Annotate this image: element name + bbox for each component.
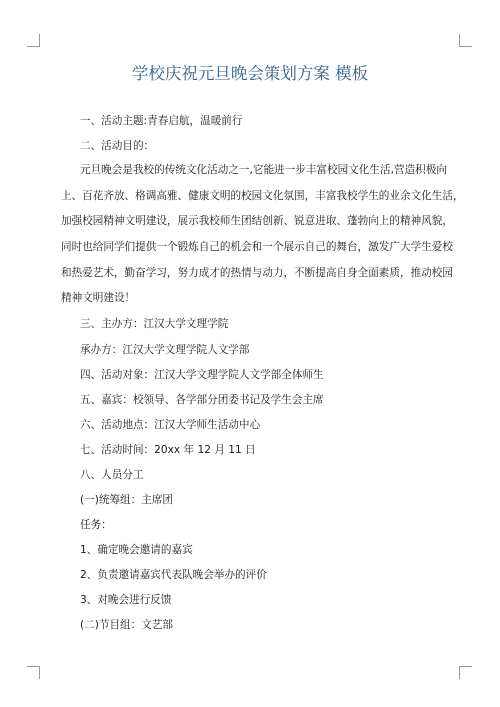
section-purpose-heading: 二、活动目的： xyxy=(80,140,155,152)
purpose-paragraph xyxy=(61,158,464,312)
tasks-label: 任务： xyxy=(80,519,112,531)
section-venue: 六、活动地点：江汉大学师生活动中心 xyxy=(80,419,261,431)
crop-mark-top-right xyxy=(459,34,472,47)
document-title: 学校庆祝元旦晚会策划方案 模板 xyxy=(131,64,369,83)
paragraph-line: 元旦晚会是我校的传统文化活动之一,它能进一步丰富校园文化生活,营造积极向 xyxy=(80,164,447,176)
paragraph-line: 同时也给同学们提供一个锻炼自己的机会和一个展示自己的舞台，激发广大学生爱校 xyxy=(61,241,453,254)
paragraph-line: 精神文明建设！ xyxy=(61,292,136,305)
crop-mark-bottom-right xyxy=(459,666,472,679)
section-co-organizer: 承办方：江汉大学文理学院人文学部 xyxy=(80,344,250,356)
task-item: 1、确定晚会邀请的嘉宾 xyxy=(80,544,193,556)
crop-mark-bottom-left xyxy=(27,666,40,679)
subsection-program: (二)节目组：文艺部 xyxy=(80,619,174,631)
section-staffing-heading: 八、人员分工 xyxy=(80,469,144,481)
paragraph-line: 加强校园精神文明建设，展示我校师生团结创新、锐意进取、蓬勃向上的精神风貌， xyxy=(61,215,453,228)
paragraph-line: 和热爱艺术，勤奋学习，努力成才的热情与动力，不断提高自身全面素质，推动校园 xyxy=(61,266,453,279)
section-time: 七、活动时间：20xx 年 12 月 11 日 xyxy=(80,444,256,456)
section-audience: 四、活动对象：江汉大学文理学院人文学部全体师生 xyxy=(80,369,324,381)
paragraph-line: 上、百花齐放、格调高雅、健康文明的校园文化氛围，丰富我校学生的业余文化生活， xyxy=(61,189,464,202)
crop-mark-top-left xyxy=(27,34,40,47)
task-item: 3、对晚会进行反馈 xyxy=(80,594,172,606)
section-guests: 五、嘉宾：校领导、各学部分团委书记及学生会主席 xyxy=(80,394,324,406)
task-item: 2、负责邀请嘉宾代表队晚会举办的评价 xyxy=(80,569,267,581)
section-organizer: 三、主办方：江汉大学文理学院 xyxy=(80,318,229,330)
section-theme: 一、活动主题:青春启航，温暖前行 xyxy=(80,115,243,127)
subsection-coordination: (一)统筹组：主席团 xyxy=(80,494,174,506)
